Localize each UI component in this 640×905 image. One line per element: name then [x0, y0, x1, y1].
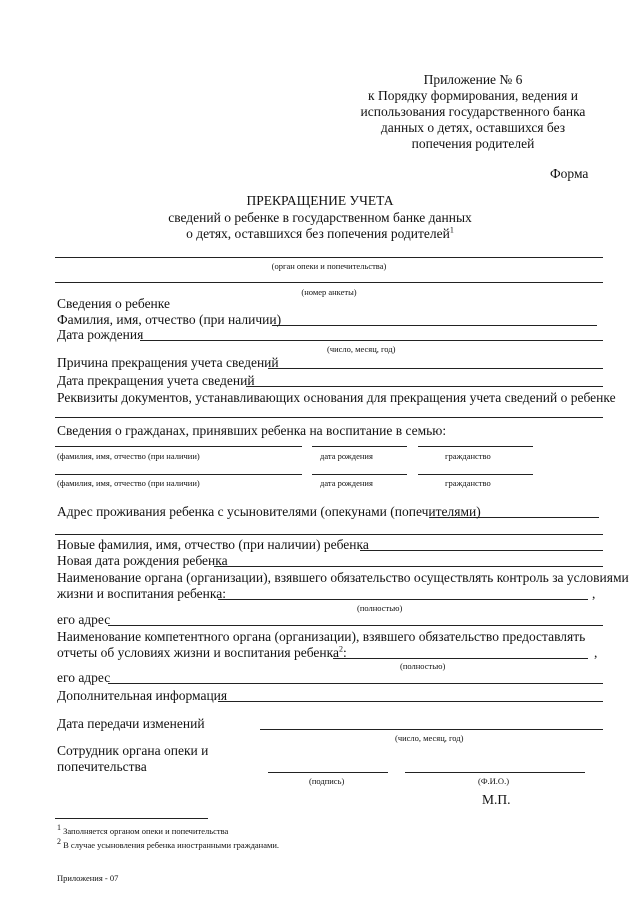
footnote-ref-2: 2: [338, 644, 343, 654]
extra-info-field[interactable]: [218, 701, 603, 702]
citizen-2-birth-field[interactable]: [312, 474, 407, 475]
officer-label-1: Сотрудник органа опеки и: [57, 743, 209, 758]
org2-field[interactable]: [333, 658, 588, 659]
change-date-field[interactable]: [260, 729, 603, 730]
child-name-field[interactable]: [272, 325, 597, 326]
reason-label: Причина прекращения учета сведений: [57, 355, 279, 370]
birth-date-label: Дата рождения: [57, 327, 144, 342]
stop-date-label: Дата прекращения учета сведений: [57, 373, 255, 388]
org2-comma: ,: [594, 645, 598, 660]
appendix-line-1: Приложение № 6: [423, 72, 523, 87]
caption-citizen-2-name: (фамилия, имя, отчество (при наличии): [57, 478, 200, 488]
org1-address-field[interactable]: [108, 625, 603, 626]
reason-field[interactable]: [268, 368, 603, 369]
appendix-line-5: попечения родителей: [411, 136, 535, 151]
appendix-line-4: данных о детях, оставшихся без: [380, 120, 566, 135]
docs-label: Реквизиты документов, устанавливающих основания для прекращения учета сведений о ребенке: [57, 390, 616, 405]
stop-date-field[interactable]: [246, 386, 603, 387]
caption-guardianship-body: (орган опеки и попечительства): [271, 261, 387, 271]
birth-date-field[interactable]: [140, 340, 603, 341]
caption-date-1: (число, месяц, год): [327, 344, 396, 354]
org1-label-line-2: жизни и воспитания ребенка:: [57, 586, 226, 601]
citizen-2-citizenship-field[interactable]: [418, 474, 533, 475]
footnote-divider: [55, 818, 208, 819]
caption-signature: (подпись): [309, 776, 345, 786]
footnote-1: $^1$ Заполняется органом опеки и попечительства: [57, 823, 229, 836]
citizens-label: Сведения о гражданах, принявших ребенка на воспитание в семью:: [57, 423, 447, 438]
org2-label-line-2: отчеты об условиях жизни и воспитания ребенка$^2$:: [57, 644, 347, 660]
caption-citizen-1-birth: дата рождения: [320, 451, 373, 461]
caption-citizen-1-name: (фамилия, имя, отчество (при наличии): [57, 451, 200, 461]
title-sub-2: о детях, оставшихся без попечения родителей$^1$: [186, 225, 454, 241]
caption-citizen-1-citizenship: гражданство: [445, 451, 491, 461]
officer-name-field[interactable]: [405, 772, 585, 773]
new-name-label: Новые фамилия, имя, отчество (при наличии) ребенка: [57, 537, 369, 552]
caption-citizen-2-birth: дата рождения: [320, 478, 373, 488]
child-info-label: Сведения о ребенке: [57, 296, 170, 311]
caption-citizen-2-citizenship: гражданство: [445, 478, 491, 488]
caption-date-2: (число, месяц, год): [395, 733, 464, 743]
new-birth-label: Новая дата рождения ребенка: [57, 553, 228, 568]
page-title: ПРЕКРАЩЕНИЕ УЧЕТА: [246, 193, 394, 208]
org1-comma: ,: [592, 586, 596, 601]
appendix-line-3: использования государственного банка: [360, 104, 586, 119]
caption-fio: (Ф.И.О.): [478, 776, 510, 786]
citizen-1-citizenship-field[interactable]: [418, 446, 533, 447]
footnote-2: $^2$ В случае усыновления ребенка иностранными гражданами.: [57, 837, 280, 850]
stamp-label: М.П.: [482, 792, 511, 807]
org2-address-field[interactable]: [108, 683, 603, 684]
officer-label-2: попечительства: [57, 759, 147, 774]
address-label: Адрес проживания ребенка с усыновителями (опекунами (попечителями): [57, 504, 481, 519]
signature-field[interactable]: [268, 772, 388, 773]
docs-field[interactable]: [55, 417, 603, 418]
address-field-1[interactable]: [429, 517, 599, 518]
caption-full-1: (полностью): [357, 603, 403, 613]
title-sub-1: сведений о ребенке в государственном банке данных: [168, 210, 472, 225]
page-footer: Приложения - 07: [57, 873, 119, 883]
org1-address-label: его адрес: [57, 612, 111, 627]
new-birth-field[interactable]: [214, 566, 603, 567]
caption-form-number: (номер анкеты): [301, 287, 357, 297]
form-label: Форма: [550, 166, 589, 181]
new-name-field[interactable]: [360, 550, 603, 551]
caption-full-2: (полностью): [400, 661, 446, 671]
change-date-label: Дата передачи изменений: [57, 716, 205, 731]
address-field-2[interactable]: [55, 534, 603, 535]
form-number-field[interactable]: [55, 282, 603, 283]
org1-field[interactable]: [218, 599, 588, 600]
citizen-2-name-field[interactable]: [55, 474, 302, 475]
org2-label-line-1: Наименование компетентного органа (организации), взявшего обязательство предоставлять: [57, 629, 586, 644]
citizen-1-name-field[interactable]: [55, 446, 302, 447]
guardianship-body-field[interactable]: [55, 257, 603, 258]
footnote-ref-1: 1: [449, 225, 454, 235]
appendix-line-2: к Порядку формирования, ведения и: [368, 88, 578, 103]
citizen-1-birth-field[interactable]: [312, 446, 407, 447]
child-name-label: Фамилия, имя, отчество (при наличии): [57, 312, 282, 327]
extra-info-label: Дополнительная информация: [57, 688, 228, 703]
org1-label-line-1: Наименование органа (организации), взявшего обязательство осуществлять контроль за условиями: [57, 570, 629, 585]
org2-address-label: его адрес: [57, 670, 111, 685]
